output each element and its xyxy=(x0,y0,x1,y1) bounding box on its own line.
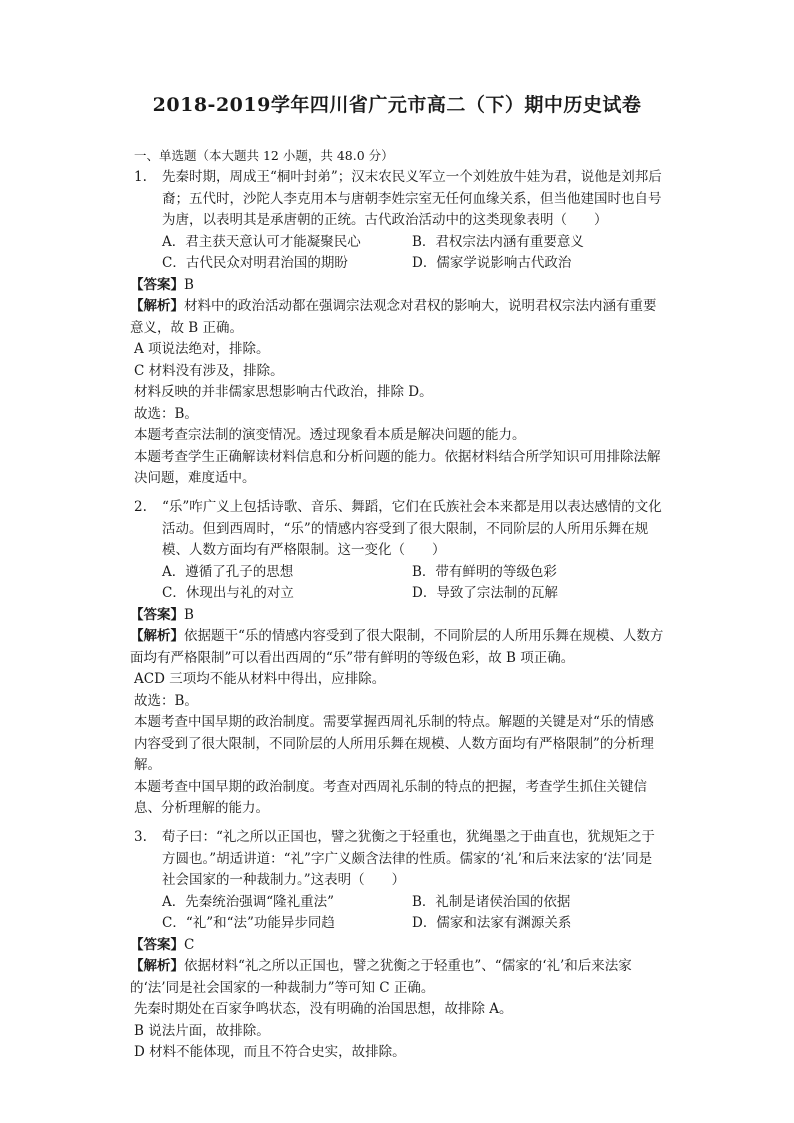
analysis-line: 故选：B。 xyxy=(134,692,198,709)
analysis-line: ACD 三项均不能从材料中得出，应排除。 xyxy=(134,671,386,687)
analysis-line: 故选：B。 xyxy=(134,405,198,422)
analysis-line: 先秦时期处在百家争鸣状态，没有明确的治国思想，故排除 A。 xyxy=(134,1001,513,1017)
page-title: 2018-2019学年四川省广元市高二（下）期中历史试卷 xyxy=(152,94,642,116)
option-a: A．先秦统治强调“隆礼重法” xyxy=(162,893,335,910)
answer-value: B xyxy=(184,276,194,293)
analysis-text: 依据材料“礼之所以正国也，譬之犹衡之于轻重也”、“儒家的‘礼’和后来法家的‘法’同是社会国家的一种裁制力”等可知 C 正确。 xyxy=(130,958,632,996)
question-1 xyxy=(130,167,664,490)
analysis-line: B 说法片面，故排除。 xyxy=(134,1022,270,1039)
option-a: A．遵循了孔子的思想 xyxy=(162,563,294,580)
answer-line xyxy=(130,605,664,627)
analysis-tag: 【解析】 xyxy=(130,298,184,314)
analysis-line: 本题考查中国早期的政治制度。需要掌握西周礼乐制的特点。解题的关键是对“乐的情感内容受到了很大限制，不同阶层的人所用乐舞在规模、人数方面均有严格限制”的分析理解。 xyxy=(134,714,654,773)
answer-tag: 【答案】 xyxy=(130,936,184,953)
option-b: B．君权宗法内涵有重要意义 xyxy=(412,233,584,250)
answer-tag: 【答案】 xyxy=(130,606,184,623)
analysis-line: A 项说法绝对，排除。 xyxy=(134,341,270,357)
options xyxy=(134,562,664,605)
answer-line xyxy=(130,275,664,297)
analysis-tag: 【解析】 xyxy=(130,628,184,644)
analysis-text: 依据题干“乐的情感内容受到了很大限制，不同阶层的人所用乐舞在规模、人数方面均有严格限制”可以看出西周的“乐”带有鲜明的等级色彩，故 B 项正确。 xyxy=(130,628,664,666)
option-d: D．导致了宗法制的瓦解 xyxy=(412,585,558,601)
option-a: A．君主获天意认可才能凝聚民心 xyxy=(162,233,361,250)
stem-text: 荀子曰：“礼之所以正国也，譬之犹衡之于轻重也，犹绳墨之于曲直也，犹规矩之于方圆也。”胡适讲道：“礼”字广义颇含法律的性质。儒家的‘礼’和后来法家的‘法’同是社会国家的一种裁制力。”这表明（ ） xyxy=(162,829,655,888)
analysis-line xyxy=(130,956,664,999)
answer-value: C xyxy=(184,936,195,953)
answer-line xyxy=(130,935,664,957)
analysis-line: 本题考查中国早期的政治制度。考查对西周礼乐制的特点的把握，考查学生抓住关键信息、分析理解的能力。 xyxy=(134,778,647,816)
section-heading: 一、单选题（本大题共 12 小题，共 48.0 分） xyxy=(134,148,394,163)
analysis-line: 本题考查宗法制的演变情况。透过现象看本质是解决问题的能力。 xyxy=(134,427,526,443)
analysis-line: C 材料没有涉及，排除。 xyxy=(134,362,284,379)
question-3 xyxy=(130,827,664,1064)
analysis-line: 本题考查学生正确解读材料信息和分析问题的能力。依据材料结合所学知识可用排除法解决问题，难度适中。 xyxy=(134,448,661,486)
stem-text: “乐”咋广义上包括诗歌、音乐、舞蹈，它们在氏族社会本来都是用以表达感情的文化活动。但到西周时，“乐”的情感内容受到了很大限制，不同阶层的人所用乐舞在规模、人数方面均有严格限制。这一变化（ ） xyxy=(162,499,662,558)
analysis-text: 材料中的政治活动都在强调宗法观念对君权的影响大，说明君权宗法内涵有重要意义，故 B 正确。 xyxy=(130,298,657,336)
question-number: 3. xyxy=(134,829,147,845)
option-c: C．古代民众对明君治国的期盼 xyxy=(162,255,348,271)
answer-value: B xyxy=(184,606,194,623)
question-stem xyxy=(134,167,664,232)
analysis-line: D 材料不能体现，而且不符合史实，故排除。 xyxy=(134,1044,406,1060)
option-b: B．带有鲜明的等级色彩 xyxy=(412,563,557,580)
analysis-tag: 【解析】 xyxy=(130,958,184,974)
stem-text: 先秦时期，周成王“桐叶封弟”；汉末农民义军立一个刘姓放牛娃为君，说他是刘邦后裔；五代时，沙陀人李克用本与唐朝李姓宗室无任何血缘关系，但当他建国时也自号为唐，以表明其是承唐朝的正统。古代政治活动中的这类现象表明（ ） xyxy=(162,169,662,228)
option-d: D．儒家学说影响古代政治 xyxy=(412,255,572,271)
option-d: D．儒家和法家有渊源关系 xyxy=(412,915,572,931)
option-b: B．礼制是诸侯治国的依据 xyxy=(412,893,571,910)
analysis-line: 材料反映的并非儒家思想影响古代政治，排除 D。 xyxy=(134,384,433,400)
analysis-line xyxy=(130,296,664,339)
question-stem xyxy=(134,497,664,562)
question-2 xyxy=(130,497,664,820)
option-c: C．“礼”和“法”功能异步同趋 xyxy=(162,915,335,931)
answer-tag: 【答案】 xyxy=(130,276,184,293)
option-c: C．休现出与礼的对立 xyxy=(162,585,294,601)
question-number: 2. xyxy=(134,499,147,515)
analysis-line xyxy=(130,626,664,669)
question-stem xyxy=(134,827,664,892)
options xyxy=(134,232,664,275)
options xyxy=(134,892,664,935)
question-number: 1. xyxy=(134,169,147,185)
